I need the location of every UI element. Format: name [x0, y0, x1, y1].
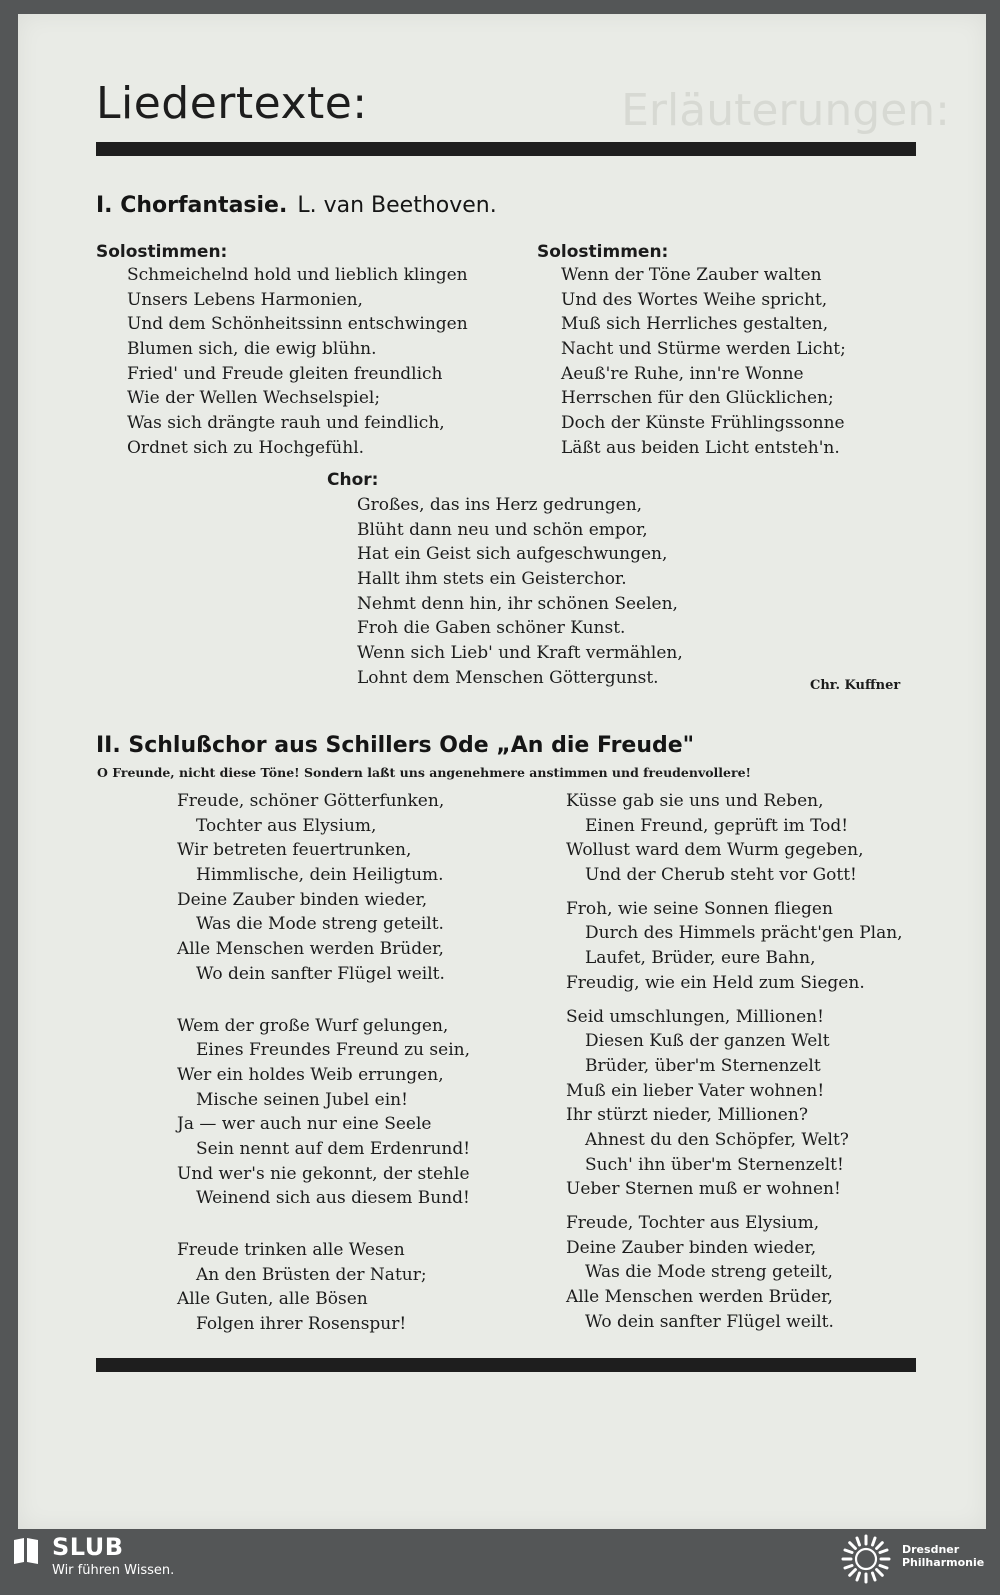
bottom-divider [96, 1358, 916, 1372]
section1-right-label: Solostimmen: [537, 242, 669, 262]
verse-line: Muß sich Herrliches gestalten, [561, 314, 829, 335]
verse-line: Wo dein sanfter Flügel weilt. [196, 963, 445, 984]
verse-line: Diesen Kuß der ganzen Welt [585, 1031, 830, 1052]
verse-line: Freudig, wie ein Held zum Siegen. [566, 972, 865, 993]
verse-line: Freude trinken alle Wesen [177, 1240, 405, 1260]
verse-line: Was die Mode streng geteilt, [585, 1262, 833, 1283]
verse-line: Fried' und Freude gleiten freundlich [127, 363, 443, 384]
verse-line: Wenn der Töne Zauber walten [561, 265, 822, 285]
verse-line: Hat ein Geist sich aufgeschwungen, [357, 544, 668, 565]
verse-line: Alle Guten, alle Bösen [177, 1289, 368, 1310]
verse-line: Freude, Tochter aus Elysium, [566, 1213, 820, 1233]
verse-line: Tochter aus Elysium, [196, 815, 377, 836]
verse-line: Alle Menschen werden Brüder, [177, 939, 444, 960]
verse-line: Deine Zauber binden wieder, [566, 1237, 817, 1258]
verse-line: Freude, schöner Götterfunken, [177, 791, 445, 811]
verse-line: Einen Freund, geprüft im Tod! [585, 815, 849, 836]
verse-line: Läßt aus beiden Licht entsteh'n. [561, 437, 840, 458]
verse-line: Aeuß're Ruhe, inn're Wonne [561, 363, 804, 384]
section1-composer: L. van Beethoven. [297, 193, 497, 218]
verse-line: Ueber Sternen muß er wohnen! [566, 1179, 841, 1200]
verse-line: Nacht und Stürme werden Licht; [561, 339, 846, 360]
verse-line: Küsse gab sie uns und Reben, [566, 791, 824, 811]
book-icon [12, 1536, 40, 1566]
footer-bar [0, 1529, 1000, 1595]
verse-line: Mische seinen Jubel ein! [196, 1089, 408, 1110]
section1-left-label: Solostimmen: [96, 242, 228, 262]
section2-subtitle: O Freunde, nicht diese Töne! Sondern laßt uns angenehmere anstimmen und freudenvollere! [97, 765, 752, 780]
verse-line: Lohnt dem Menschen Göttergunst. [357, 667, 659, 688]
bleed-through-title: Erläuterungen: [621, 85, 950, 136]
verse-line: Doch der Künste Frühlingssonne [561, 413, 845, 434]
verse-line: Durch des Himmels prächt'gen Plan, [585, 923, 903, 944]
verse-line: Blumen sich, die ewig blühn. [127, 339, 377, 360]
verse-line: Und des Wortes Weihe spricht, [561, 289, 828, 310]
section2-heading: II. Schlußchor aus Schillers Ode „An die Freude" [96, 733, 695, 758]
verse-line: Blüht dann neu und schön empor, [357, 519, 648, 540]
verse-line: Sein nennt auf dem Erdenrund! [196, 1138, 471, 1159]
partner-name-line2: Philharmonie [902, 1556, 985, 1569]
verse-line: Himmlische, dein Heiligtum. [196, 865, 444, 886]
lyricist-credit: Chr. Kuffner [810, 678, 901, 693]
verse-line: Weinend sich aus diesem Bund! [196, 1188, 470, 1209]
verse-line: Alle Menschen werden Brüder, [566, 1287, 833, 1308]
verse-line: Und dem Schönheitssinn entschwingen [127, 314, 468, 335]
section1-left-verse [127, 263, 468, 461]
section2-right-verse [566, 789, 903, 1334]
verse-line: Ja — wer auch nur eine Seele [177, 1114, 432, 1135]
verse-line: Ordnet sich zu Hochgefühl. [127, 437, 365, 458]
verse-line: Wer ein holdes Weib errungen, [177, 1064, 444, 1085]
verse-line: Wollust ward dem Wurm gegeben, [566, 840, 864, 861]
verse-line: Laufet, Brüder, eure Bahn, [585, 948, 816, 969]
verse-line: Eines Freundes Freund zu sein, [196, 1040, 470, 1061]
chor-label: Chor: [327, 470, 379, 490]
verse-line: Froh, wie seine Sonnen fliegen [566, 898, 833, 919]
chor-verse [357, 493, 683, 691]
verse-line: Wo dein sanfter Flügel weilt. [585, 1311, 834, 1332]
section2-left-verse [177, 789, 470, 1337]
library-tagline: Wir führen Wissen. [52, 1563, 175, 1578]
top-divider [96, 142, 916, 156]
library-logo-name[interactable]: SLUB [52, 1533, 124, 1561]
verse-line: Froh die Gaben schöner Kunst. [357, 618, 626, 639]
section1-right-verse [561, 263, 846, 461]
verse-line: An den Brüsten der Natur; [196, 1264, 427, 1285]
verse-line: Und der Cherub steht vor Gott! [585, 865, 857, 886]
verse-line: Folgen ihrer Rosenspur! [196, 1314, 407, 1335]
verse-line: Ahnest du den Schöpfer, Welt? [585, 1129, 849, 1150]
verse-line: Brüder, über'm Sternenzelt [585, 1055, 821, 1076]
verse-line: Was sich drängte rauh und feindlich, [127, 413, 445, 434]
verse-line: Und wer's nie gekonnt, der stehle [177, 1163, 470, 1184]
verse-line: Wie der Wellen Wechselspiel; [127, 388, 381, 409]
verse-line: Wem der große Wurf gelungen, [177, 1015, 449, 1036]
section1-heading [96, 193, 497, 218]
verse-line: Wir betreten feuertrunken, [177, 840, 412, 861]
verse-line: Unsers Lebens Harmonien, [127, 289, 363, 310]
verse-line: Was die Mode streng geteilt. [196, 914, 444, 935]
section1-title: I. Chorfantasie. [96, 193, 288, 218]
verse-line: Hallt ihm stets ein Geisterchor. [357, 569, 627, 590]
verse-line: Seid umschlungen, Millionen! [566, 1006, 824, 1027]
verse-line: Schmeichelnd hold und lieblich klingen [127, 265, 468, 285]
verse-line: Herrschen für den Glücklichen; [561, 388, 834, 409]
verse-line: Such' ihn über'm Sternenzelt! [585, 1154, 844, 1175]
verse-line: Muß ein lieber Vater wohnen! [566, 1080, 825, 1101]
verse-line: Wenn sich Lieb' und Kraft vermählen, [357, 643, 683, 664]
partner-name[interactable] [902, 1543, 992, 1569]
page-title: Liedertexte: [96, 78, 368, 129]
verse-line: Deine Zauber binden wieder, [177, 889, 428, 910]
verse-line: Nehmt denn hin, ihr schönen Seelen, [357, 593, 678, 614]
philharmonie-logo-icon[interactable] [840, 1533, 892, 1585]
verse-line: Großes, das ins Herz gedrungen, [357, 495, 643, 515]
partner-name-line1: Dresdner [902, 1543, 960, 1556]
verse-line: Ihr stürzt nieder, Millionen? [566, 1105, 808, 1126]
